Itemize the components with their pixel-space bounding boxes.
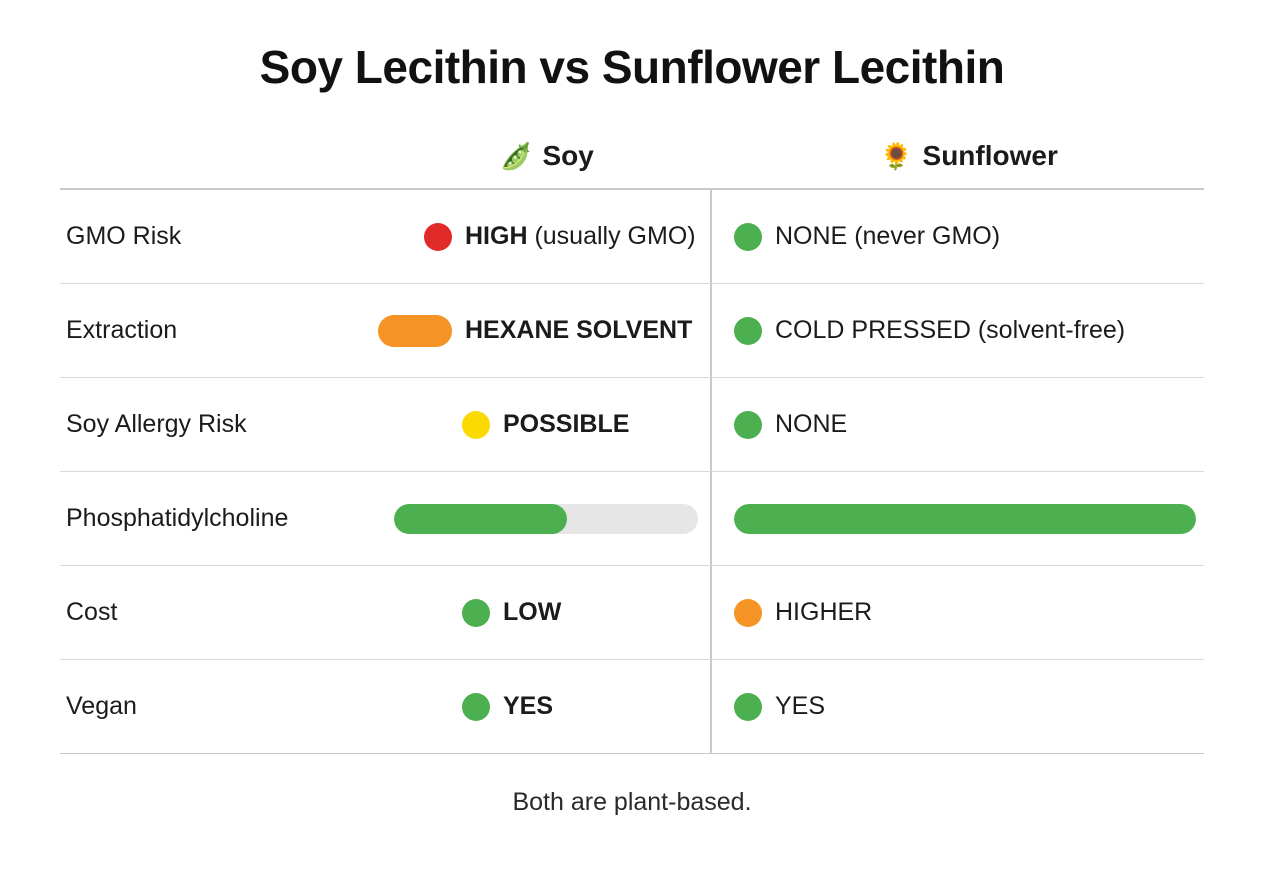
column-header-sunflower (880, 140, 1058, 172)
value-text: YES (775, 692, 826, 720)
table-row (60, 660, 1204, 754)
table-row (60, 472, 1204, 566)
soybean-pod-icon: 🫛 (500, 141, 533, 171)
value-text: YES (503, 692, 554, 720)
cell-sunflower-vegan (712, 660, 1204, 753)
status-dot-orange (734, 599, 762, 627)
status-dot-green (734, 223, 762, 251)
value-text: NONE (never GMO) (775, 222, 1001, 250)
value-text: HEXANE SOLVENT (465, 316, 693, 344)
value-text: POSSIBLE (503, 410, 630, 438)
row-label: Cost (66, 598, 118, 626)
table-row (60, 378, 1204, 472)
cell-soy-gmo-risk (390, 190, 712, 283)
cell-sunflower-gmo-risk (712, 190, 1204, 283)
status-dot-red (424, 223, 452, 251)
comparison-infographic (0, 40, 1264, 888)
value-text: LOW (503, 598, 562, 626)
cell-sunflower-phosphatidylcholine (712, 472, 1204, 565)
cell-sunflower-allergy-risk (712, 378, 1204, 471)
progress-bar-fill (734, 504, 1196, 534)
footnote: Both are plant-based. (512, 788, 752, 816)
progress-bar-soy (394, 504, 698, 534)
status-dot-green (734, 411, 762, 439)
row-label: Extraction (66, 316, 178, 344)
row-label: Soy Allergy Risk (66, 410, 247, 438)
page-title: Soy Lecithin vs Sunflower Lecithin (259, 41, 1005, 93)
header-sunflower-cell (712, 124, 1204, 188)
column-header-soy-label: Soy (542, 140, 594, 171)
status-dot-green (462, 599, 490, 627)
header-soy-cell (390, 124, 712, 188)
table-row (60, 566, 1204, 660)
value-text: HIGHER (775, 598, 873, 626)
progress-bar-sunflower (734, 504, 1196, 534)
value-text: HIGH (usually GMO) (465, 222, 696, 250)
cell-soy-phosphatidylcholine (390, 472, 712, 565)
comparison-table (60, 124, 1204, 754)
cell-soy-vegan (390, 660, 712, 753)
status-dot-yellow (462, 411, 490, 439)
sunflower-icon: 🌻 (880, 141, 913, 171)
column-header-soy (500, 140, 594, 172)
table-row (60, 190, 1204, 284)
header-attribute-cell (60, 124, 390, 188)
row-label: GMO Risk (66, 222, 182, 250)
cell-soy-cost (390, 566, 712, 659)
table-row (60, 284, 1204, 378)
cell-sunflower-extraction (712, 284, 1204, 377)
row-label: Phosphatidylcholine (66, 504, 289, 532)
cell-soy-allergy-risk (390, 378, 712, 471)
cell-soy-extraction (390, 284, 712, 377)
row-label: Vegan (66, 692, 137, 720)
status-pill-orange (378, 315, 452, 347)
value-text: COLD PRESSED (solvent-free) (775, 316, 1126, 344)
status-dot-green (734, 317, 762, 345)
cell-sunflower-cost (712, 566, 1204, 659)
column-header-sunflower-label: Sunflower (922, 140, 1058, 171)
table-header-row (60, 124, 1204, 190)
status-dot-green (734, 693, 762, 721)
progress-bar-fill (394, 504, 567, 534)
status-dot-green (462, 693, 490, 721)
value-text: NONE (775, 410, 848, 438)
